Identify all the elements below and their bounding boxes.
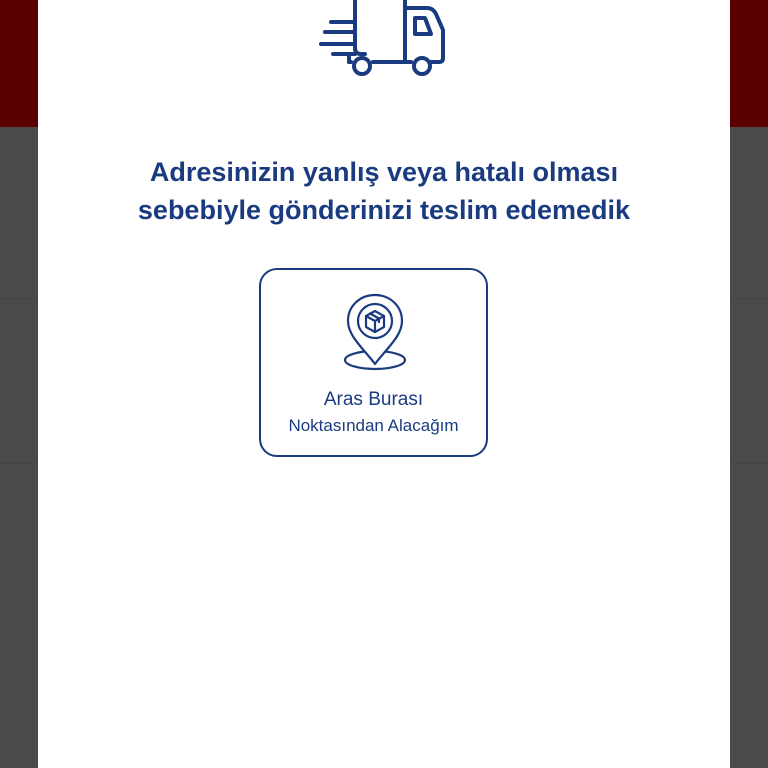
delivery-truck-icon: [319, 0, 449, 82]
bottom-sheet: [38, 0, 730, 768]
title-line-1: Adresinizin yanlış veya hatalı olması: [149, 157, 619, 187]
pickup-from-aras-point-option[interactable]: [259, 268, 488, 457]
title-line-2: sebebiyle gönderinizi teslim edemedik: [137, 195, 631, 225]
page-title: [38, 153, 730, 229]
location-pin-package-icon: [343, 292, 407, 374]
option-label-line-2: Noktasından Alacağım: [288, 416, 459, 435]
option-label-line-1: Aras Burası: [323, 389, 424, 410]
